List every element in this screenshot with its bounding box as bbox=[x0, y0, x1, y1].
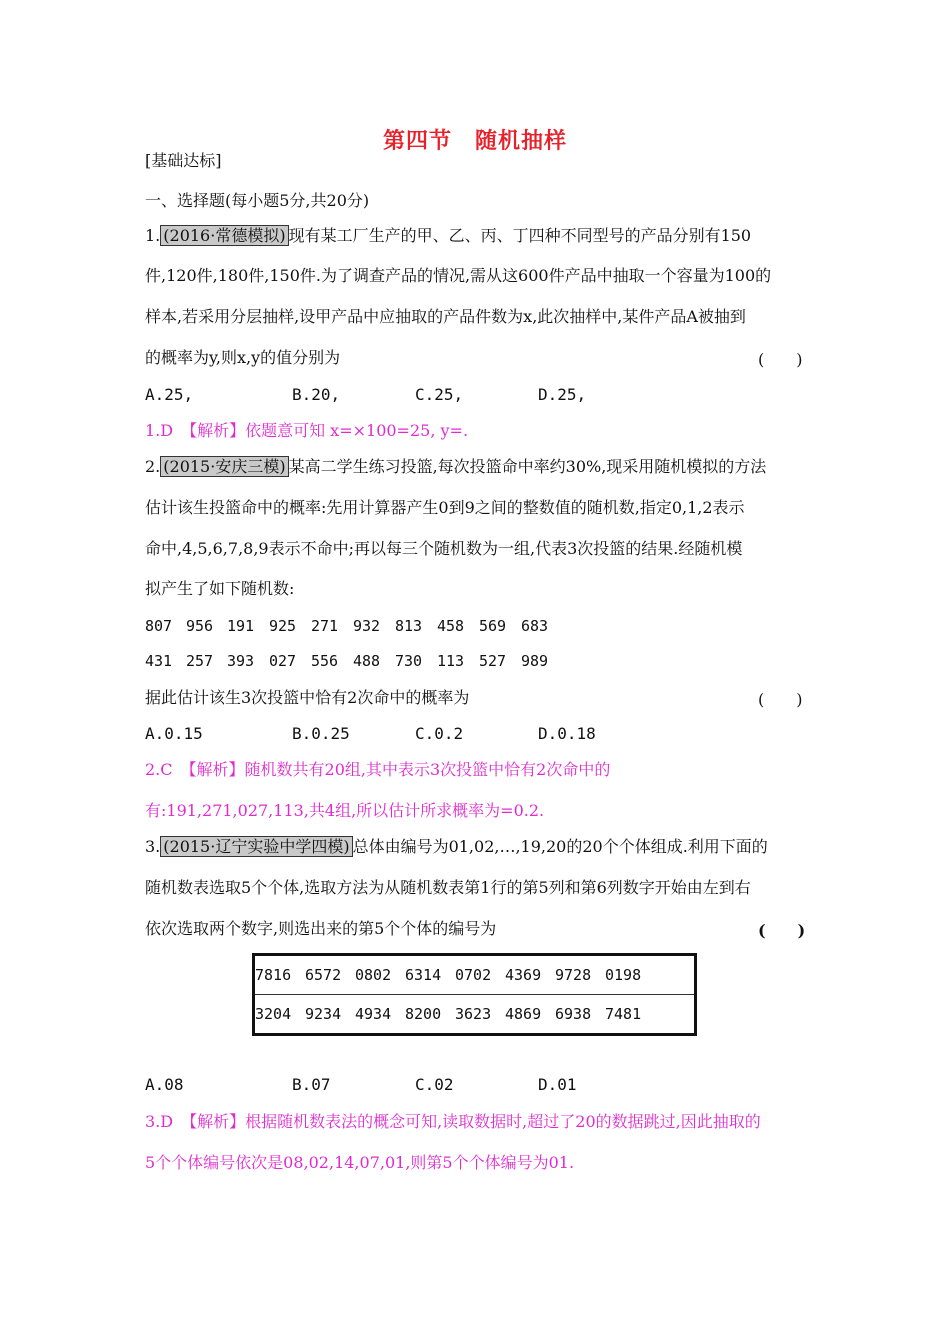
random-number: 458 bbox=[437, 617, 465, 635]
q2-option-c: C.0.2 bbox=[415, 724, 464, 743]
q1-option-c: C.25, bbox=[415, 385, 464, 404]
table-cell: 4369 bbox=[505, 966, 542, 984]
table-cell: 6572 bbox=[305, 966, 342, 984]
q3-option-d: D.01 bbox=[538, 1075, 577, 1094]
q2-random-row-2 bbox=[145, 652, 645, 674]
q1-number: 1. bbox=[145, 226, 161, 245]
table-cell: 7816 bbox=[255, 966, 292, 984]
table-cell: 4934 bbox=[355, 1005, 392, 1023]
random-number: 527 bbox=[479, 652, 507, 670]
table-cell: 0802 bbox=[355, 966, 392, 984]
q3-answer-line-1: 3.D 【解析】根据随机数表法的概念可知,读取数据时,超过了20的数据跳过,因此抽取的 bbox=[145, 1112, 761, 1131]
table-cell: 3204 bbox=[255, 1005, 292, 1023]
table-row-cells bbox=[254, 995, 696, 1035]
q3-source-tag: (2015·辽宁实验中学四模) bbox=[160, 836, 352, 857]
table-row bbox=[254, 995, 696, 1035]
random-number: 556 bbox=[311, 652, 339, 670]
q3-line-3: 依次选取两个数字,则选出来的第5个个体的编号为 bbox=[145, 919, 497, 938]
q1-text-1: 现有某工厂生产的甲、乙、丙、丁四种不同型号的产品分别有150 bbox=[288, 226, 752, 245]
q1-line-3: 样本,若采用分层抽样,设甲产品中应抽取的产品件数为x,此次抽样中,某件产品A被抽到 bbox=[145, 307, 746, 326]
random-number: 956 bbox=[186, 617, 214, 635]
q1-option-b: B.20, bbox=[292, 385, 341, 404]
q2-answer-line-1: 2.C 【解析】随机数共有20组,其中表示3次投篮中恰有2次命中的 bbox=[145, 760, 611, 779]
q1-line-2: 件,120件,180件,150件.为了调查产品的情况,需从这600件产品中抽取一个容量为100的 bbox=[145, 266, 772, 285]
table-cell: 9728 bbox=[555, 966, 592, 984]
q2-answer-blank: ( ) bbox=[758, 690, 803, 709]
q1-line-1 bbox=[145, 225, 751, 247]
q3-option-a: A.08 bbox=[145, 1075, 184, 1094]
random-number: 932 bbox=[353, 617, 381, 635]
q1-option-d: D.25, bbox=[538, 385, 587, 404]
q2-line-5: 据此估计该生3次投篮中恰有2次命中的概率为 bbox=[145, 688, 470, 707]
q3-option-b: B.07 bbox=[292, 1075, 331, 1094]
q2-line-2: 估计该生投篮命中的概率:先用计算器产生0到9之间的整数值的随机数,指定0,1,2表示 bbox=[145, 498, 745, 517]
q1-option-a: A.25, bbox=[145, 385, 194, 404]
section-label: [基础达标] bbox=[145, 151, 222, 170]
random-number: 191 bbox=[227, 617, 255, 635]
table-cell: 0702 bbox=[455, 966, 492, 984]
random-number: 488 bbox=[353, 652, 381, 670]
q2-line-1 bbox=[145, 456, 766, 478]
q3-answer-line-2: 5个个体编号依次是08,02,14,07,01,则第5个个体编号为01. bbox=[145, 1153, 575, 1172]
q2-option-b: B.0.25 bbox=[292, 724, 350, 743]
table-cell: 7481 bbox=[605, 1005, 642, 1023]
q2-answer-line-2: 有:191,271,027,113,共4组,所以估计所求概率为=0.2. bbox=[145, 801, 545, 820]
table-cell: 4869 bbox=[505, 1005, 542, 1023]
random-number-table bbox=[252, 953, 697, 1036]
q2-random-row-1 bbox=[145, 617, 645, 639]
random-number: 027 bbox=[269, 652, 297, 670]
q3-text-1: 总体由编号为01,02,…,19,20的20个个体组成.利用下面的 bbox=[352, 837, 768, 856]
random-number: 807 bbox=[145, 617, 173, 635]
q2-option-d: D.0.18 bbox=[538, 724, 596, 743]
random-number: 569 bbox=[479, 617, 507, 635]
table-cell: 9234 bbox=[305, 1005, 342, 1023]
random-number: 393 bbox=[227, 652, 255, 670]
table-cell: 6314 bbox=[405, 966, 442, 984]
q2-number: 2. bbox=[145, 457, 161, 476]
q1-answer-blank: ( ) bbox=[758, 350, 803, 369]
random-number: 431 bbox=[145, 652, 173, 670]
table-cell: 6938 bbox=[555, 1005, 592, 1023]
q1-answer: 1.D 【解析】依题意可知 x=×100=25, y=. bbox=[145, 421, 469, 440]
page-title: 第四节 随机抽样 bbox=[382, 128, 567, 154]
table-cell: 0198 bbox=[605, 966, 642, 984]
table-row bbox=[254, 955, 696, 995]
random-number: 113 bbox=[437, 652, 465, 670]
random-number: 271 bbox=[311, 617, 339, 635]
table-cell: 3623 bbox=[455, 1005, 492, 1023]
random-number: 813 bbox=[395, 617, 423, 635]
part-heading: 一、选择题(每小题5分,共20分) bbox=[145, 191, 370, 210]
q2-text-1: 某高二学生练习投篮,每次投篮命中率约30%,现采用随机模拟的方法 bbox=[288, 457, 767, 476]
q2-option-a: A.0.15 bbox=[145, 724, 203, 743]
random-number: 925 bbox=[269, 617, 297, 635]
random-number: 257 bbox=[186, 652, 214, 670]
q3-line-2: 随机数表选取5个个体,选取方法为从随机数表第1行的第5列和第6列数字开始由左到右 bbox=[145, 878, 751, 897]
q2-line-4: 拟产生了如下随机数: bbox=[145, 579, 295, 598]
table-row-cells bbox=[254, 955, 696, 995]
random-number: 730 bbox=[395, 652, 423, 670]
q2-source-tag: (2015·安庆三模) bbox=[160, 456, 288, 477]
q1-source-tag: (2016·常德模拟) bbox=[160, 225, 288, 246]
q2-line-3: 命中,4,5,6,7,8,9表示不命中;再以每三个随机数为一组,代表3次投篮的结果.经随机模 bbox=[145, 539, 743, 558]
random-number: 989 bbox=[521, 652, 549, 670]
random-number: 683 bbox=[521, 617, 549, 635]
table-cell: 8200 bbox=[405, 1005, 442, 1023]
q3-number: 3. bbox=[145, 837, 161, 856]
q1-line-4: 的概率为y,则x,y的值分别为 bbox=[145, 348, 341, 367]
q3-line-1 bbox=[145, 836, 768, 858]
q3-option-c: C.02 bbox=[415, 1075, 454, 1094]
q3-answer-blank: ( ) bbox=[758, 921, 806, 940]
